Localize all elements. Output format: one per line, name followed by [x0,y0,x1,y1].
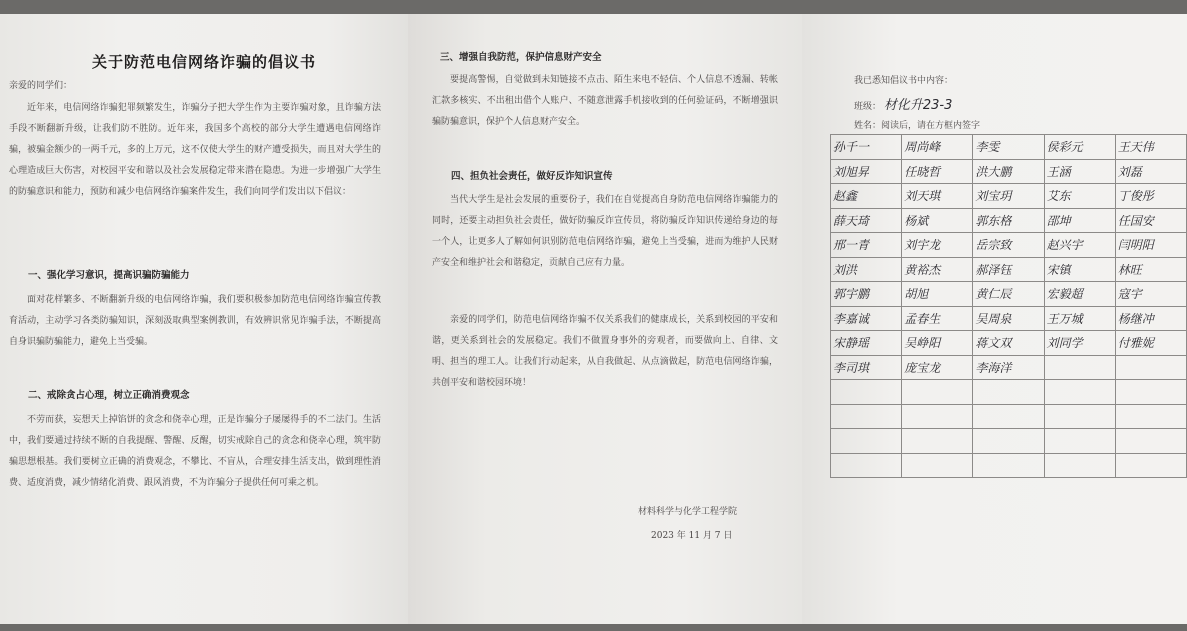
section-2-body: 不劳而获，妄想天上掉馅饼的贪念和侥幸心理，正是诈骗分子屡屡得手的不二法门。生活中，我们要通过持续不断的自我提醒、警醒、反醒，切实戒除自己的贪念和侥幸心理，筑牢防骗思想根基。我们要树立正确的消费观念，不攀比、不盲从，合理安排生活支出，做到理性消费、适度消费，减少情绪化消费、跟风消费，不为诈骗分子提供任何可乘之机。 [9,415,381,488]
signature-cell [1044,453,1115,478]
signature-cell [1115,404,1186,429]
signature-row [831,282,1187,307]
signature-cell: 侯彩元 [1044,135,1115,160]
signature-cell: 刘磊 [1115,159,1186,184]
signature-cell: 宋镇 [1044,257,1115,282]
intro-paragraph: 近年来，电信网络诈骗犯罪频繁发生，诈骗分子把大学生作为主要诈骗对象，且诈骗方法手段不断翻新升级，让我们防不胜防。近年来，我国多个高校的部分大学生遭遇电信网络诈骗，被骗金额少的一两千元，多的上万元，这不仅使大学生的财产遭受损失，而且对大学生的心理造成巨大伤害，对校园平安和谐以及社会发展稳定带来潜在隐患。为进一步增强广大学生的防骗意识和能力，预防和减少电信网络诈骗案件发生，我们向同学们发出以下倡议： [9,103,381,197]
signature-cell [973,429,1044,454]
signature-cell: 任国安 [1115,208,1186,233]
signature-cell: 洪大鹏 [973,159,1044,184]
signature-row [831,159,1187,184]
signature-cell [902,453,973,478]
class-value: 材化升23-3 [883,98,953,113]
signature-cell: 刘天琪 [902,184,973,209]
signature-cell: 孙千一 [831,135,902,160]
signature-cell [902,429,973,454]
signature-row [831,453,1187,478]
signature-row [831,331,1187,356]
signature-cell: 任晓哲 [902,159,973,184]
class-row [854,95,1154,118]
signature-cell: 刘洪 [831,257,902,282]
signature-cell [831,404,902,429]
acknowledge-line: 我已悉知倡议书中内容： [854,76,954,86]
signature-cell: 赵兴宇 [1044,233,1115,258]
class-label: 班级： [854,102,882,112]
signature-cell [1044,429,1115,454]
signature-row [831,233,1187,258]
signature-cell [1044,404,1115,429]
signature-table [830,134,1187,478]
signature-cell: 岳宗致 [973,233,1044,258]
section-1-body: 面对花样繁多、不断翻新升级的电信网络诈骗，我们要积极参加防范电信网络诈骗宣传教育活动，主动学习各类防骗知识，深刻汲取典型案例教训，有效辨识常见诈骗手法，不断提高自身识骗防骗能力，避免上当受骗。 [9,295,381,347]
signature-cell: 郭宇鹏 [831,282,902,307]
signature-cell: 胡旭 [902,282,973,307]
signature-cell: 刘宝玥 [973,184,1044,209]
signature-cell: 艾东 [1044,184,1115,209]
signature-cell: 付雅妮 [1115,331,1186,356]
signature-cell: 李海洋 [973,355,1044,380]
signature-cell [1044,355,1115,380]
signature-cell [973,453,1044,478]
signature-cell: 邵坤 [1044,208,1115,233]
signature-cell: 黄仁辰 [973,282,1044,307]
signature-cell: 丁俊彤 [1115,184,1186,209]
signature-cell [973,380,1044,405]
signature-cell: 宏毅超 [1044,282,1115,307]
signature-cell: 王涵 [1044,159,1115,184]
signature-cell: 宋静瑶 [831,331,902,356]
signature-cell [1115,453,1186,478]
name-instruction: 姓名：阅读后，请在方框内签字 [854,121,981,131]
section-3-body: 要提高警惕，自觉做到未知链接不点击、陌生来电不轻信、个人信息不透漏、转帐汇款多核实、不出租出借个人账户、不随意泄露手机接收到的任何验证码，不断增强识骗防骗意识，保护个人信息财产安全。 [432,75,778,127]
signature-cell: 刘同学 [1044,331,1115,356]
signature-cell: 吴周泉 [973,306,1044,331]
signature-cell: 刘旭昇 [831,159,902,184]
signature-row [831,429,1187,454]
issuing-organization: 材料科学与化学工程学院 [638,507,738,517]
signature-cell [1044,380,1115,405]
section-4-body: 当代大学生是社会发展的重要份子，我们在自觉提高自身防范电信网络诈骗能力的同时，还要主动担负社会责任，做好防骗反诈宣传员，将防骗反诈知识传递给身边的每一个人，让更多人了解如何识别防范电信网络诈骗，避免上当受骗，进而为维护人民财产安全和维护社会和谐稳定，贡献自己应有力量。 [432,195,778,268]
signature-row [831,184,1187,209]
signature-cell: 郝泽钰 [973,257,1044,282]
signature-cell: 孟春生 [902,306,973,331]
signature-cell [1115,355,1186,380]
signature-cell: 李嘉诚 [831,306,902,331]
signature-cell: 王天伟 [1115,135,1186,160]
signature-cell [831,429,902,454]
section-4-heading: 四、担负社会责任，做好反诈知识宣传 [451,171,613,182]
proposal-page-middle [408,14,802,624]
signature-cell: 周尚峰 [902,135,973,160]
signature-cell [902,380,973,405]
signature-cell: 庞宝龙 [902,355,973,380]
signature-cell: 薛天琦 [831,208,902,233]
signature-cell: 郭东格 [973,208,1044,233]
signature-cell: 黄裕杰 [902,257,973,282]
signature-page [802,14,1187,624]
signature-cell [1115,429,1186,454]
signature-cell [902,404,973,429]
signature-row [831,355,1187,380]
signature-row [831,135,1187,160]
signature-cell: 寇宇 [1115,282,1186,307]
section-2-heading: 二、戒除贪占心理，树立正确消费观念 [28,390,190,401]
closing-paragraph: 亲爱的同学们，防范电信网络诈骗不仅关系我们的健康成长，关系到校园的平安和谐，更关系到社会的发展稳定。我们不做置身事外的旁观者，而要做向上、自律、文明、担当的理工人。让我们行动起来，从自我做起、从点滴做起，防范电信网络诈骗，共创平安和谐校园环境！ [432,315,778,388]
signature-cell: 闫明阳 [1115,233,1186,258]
signature-cell: 刘宇龙 [902,233,973,258]
signature-cell: 赵鑫 [831,184,902,209]
greeting: 亲爱的同学们： [9,81,73,91]
signature-row [831,404,1187,429]
issue-date: 2023 年 11 月 7 日 [651,531,733,541]
section-3-heading: 三、增强自我防范，保护信息财产安全 [440,52,602,63]
proposal-page-left [0,14,408,624]
signature-cell [1115,380,1186,405]
signature-cell [831,380,902,405]
signature-cell: 李雯 [973,135,1044,160]
section-1-heading: 一、强化学习意识，提高识骗防骗能力 [28,270,190,281]
signature-cell: 吴峥阳 [902,331,973,356]
signature-cell: 林旺 [1115,257,1186,282]
signature-cell: 李司琪 [831,355,902,380]
signature-row [831,306,1187,331]
signature-cell [973,404,1044,429]
signature-cell: 杨斌 [902,208,973,233]
document-title: 关于防范电信网络诈骗的倡议书 [91,53,316,71]
signature-cell: 蒋文双 [973,331,1044,356]
signature-cell: 杨继冲 [1115,306,1186,331]
signature-cell [831,453,902,478]
signature-row [831,208,1187,233]
signature-row [831,257,1187,282]
signature-cell: 邢一青 [831,233,902,258]
signature-row [831,380,1187,405]
signature-cell: 王万城 [1044,306,1115,331]
